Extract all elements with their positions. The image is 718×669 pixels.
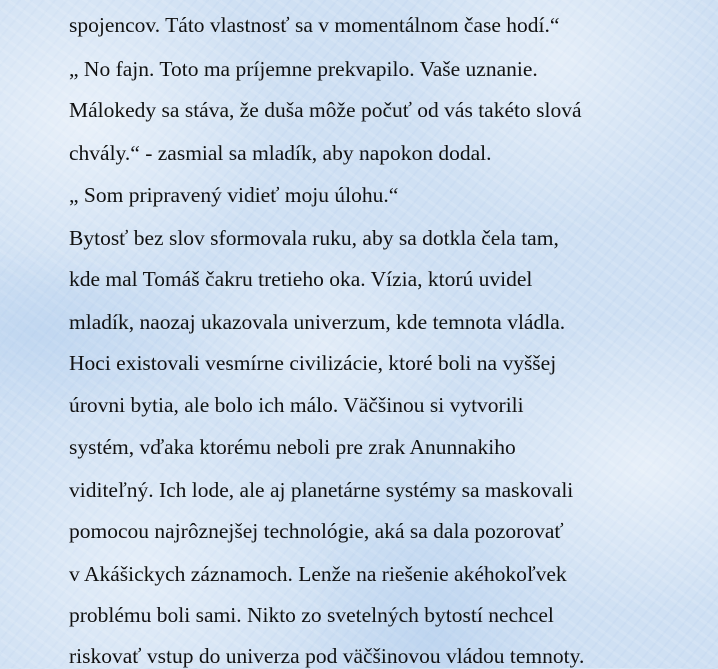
text-line-2: „ No fajn. Toto ma príjemne prekvapilo. Vaše uznanie. [69,57,538,81]
text-line-13: pomocou najrôznejšej technológie, aká sa dala pozorovať [69,519,564,543]
text-line-6: Bytosť bez slov sformovala ruku, aby sa dotkla čela tam, [69,226,559,250]
text-line-5: „ Som pripravený vidieť moju úlohu.“ [69,183,399,207]
text-line-15: problému boli sami. Nikto zo svetelných bytostí nechcel [69,603,554,627]
text-line-4: chvály.“ - zasmial sa mladík, aby napokon dodal. [69,141,492,165]
text-line-12: viditeľný. Ich lode, ale aj planetárne systémy sa maskovali [69,478,574,502]
text-line-14: v Akášickych záznamoch. Lenže na riešenie akéhokoľvek [69,562,567,586]
text-line-8: mladík, naozaj ukazovala univerzum, kde temnota vládla. [69,310,566,334]
text-line-1: spojencov. Táto vlastnosť sa v momentálnom čase hodí.“ [69,13,560,37]
text-line-16: riskovať vstup do univerza pod väčšinovou vládou temnoty. [69,644,585,668]
text-line-10: úrovni bytia, ale bolo ich málo. Väčšinou si vytvorili [69,393,524,417]
text-line-3: Málokedy sa stáva, že duša môže počuť od vás takéto slová [69,98,582,122]
text-line-7: kde mal Tomáš čakru tretieho oka. Vízia, ktorú uvidel [69,267,533,291]
text-line-11: systém, vďaka ktorému neboli pre zrak Anunnakiho [69,435,516,459]
text-line-9: Hoci existovali vesmírne civilizácie, ktoré boli na vyššej [69,351,557,375]
